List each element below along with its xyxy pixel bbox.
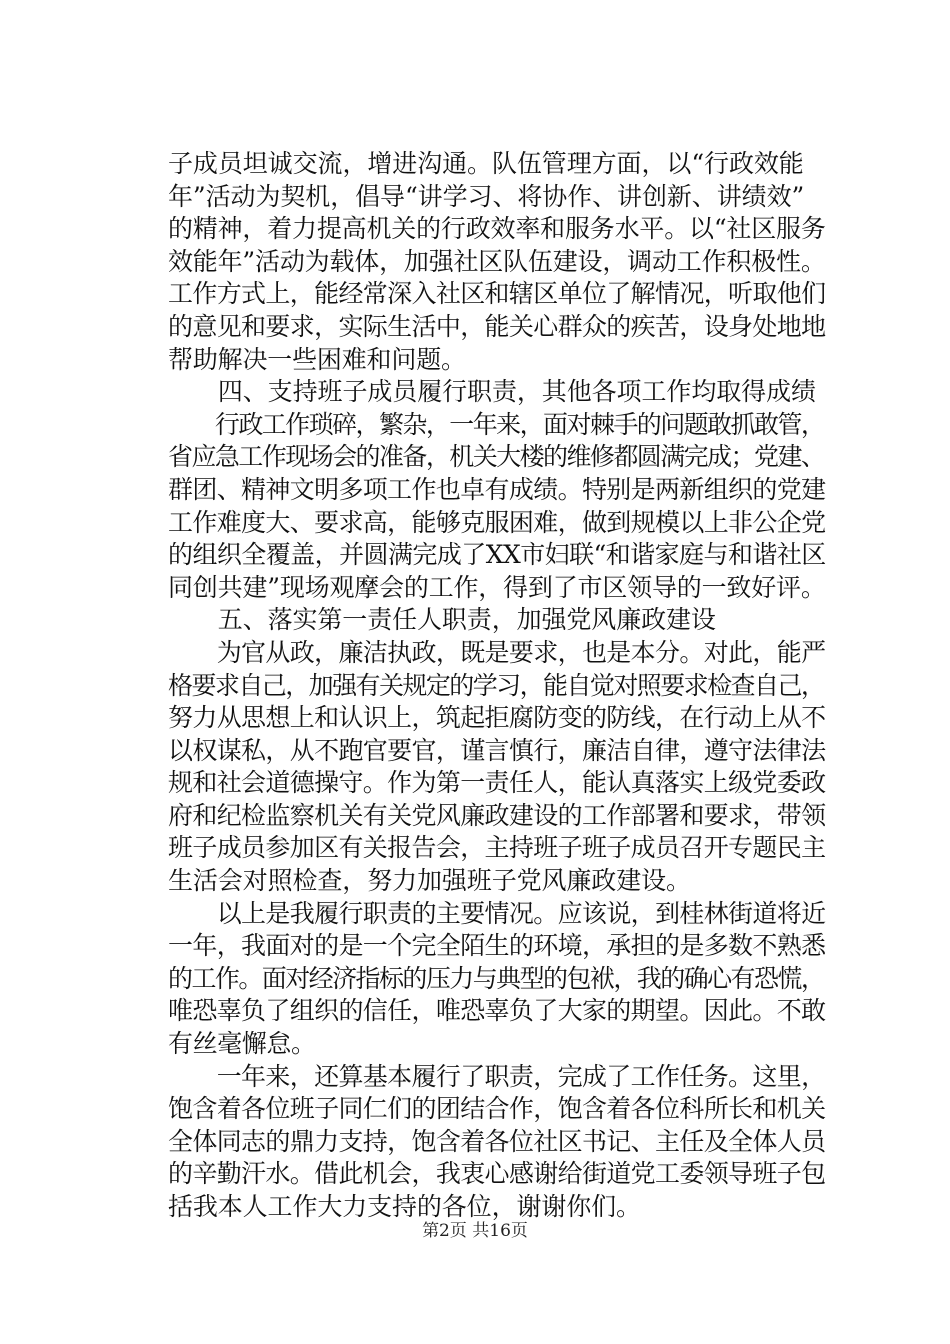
text-line: 群团、精神文明多项工作也卓有成绩。特别是两新组织的党建	[168, 474, 826, 504]
text-line: 有丝毫懈怠。	[168, 1029, 316, 1059]
text-line: 括我本人工作大力支持的各位，谢谢你们。	[168, 1192, 641, 1221]
text-line: 一年，我面对的是一个完全陌生的环境，承担的是多数不熟悉	[168, 931, 826, 961]
text-line: 一年来，还算基本履行了职责，完成了工作任务。这里，	[168, 1061, 826, 1091]
text-line: 班子成员参加区有关报告会，主持班子班子成员召开专题民主	[168, 833, 826, 863]
text-line: 子成员坦诚交流，增进沟通。队伍管理方面，以“行政效能	[168, 149, 804, 178]
text-line: 的工作。面对经济指标的压力与典型的包袱，我的确心有恐慌，	[168, 963, 825, 993]
text-line: 五、落实第一责任人职责，加强党风廉政建设	[168, 605, 716, 635]
text-line: 四、支持班子成员履行职责，其他各项工作均取得成绩	[168, 377, 816, 407]
page-number: 第2页 共16页	[422, 1221, 528, 1241]
text-line: 规和社会道德操守。作为第一责任人，能认真落实上级党委政	[168, 768, 826, 798]
text-line: 的辛勤汗水。借此机会，我衷心感谢给街道党工委领导班子包	[168, 1159, 826, 1189]
text-line: 全体同志的鼎力支持，饱含着各位社区书记、主任及全体人员	[168, 1126, 826, 1156]
text-line: 以权谋私，从不跑官要官，谨言慎行，廉洁自律，遵守法律法	[168, 735, 826, 765]
text-line: 年”活动为契机，倡导“讲学习、将协作、讲创新、讲绩效”	[168, 181, 805, 211]
text-line: 工作方式上，能经常深入社区和辖区单位了解情况，听取他们	[168, 279, 826, 309]
text-line: 同创共建”现场观摩会的工作，得到了市区领导的一致好评。	[168, 572, 826, 602]
text-line: 府和纪检监察机关有关党风廉政建设的工作部署和要求，带领	[168, 800, 826, 830]
text-line: 生活会对照检查，努力加强班子党风廉政建设。	[168, 866, 691, 896]
text-line: 行政工作琐碎，繁杂，一年来，面对棘手的问题敢抓敢管，	[168, 409, 825, 439]
text-line: 饱含着各位班子同仁们的团结合作，饱含着各位科所长和机关	[168, 1094, 826, 1124]
text-line: 帮助解决一些困难和问题。	[168, 344, 466, 374]
text-line: 努力从思想上和认识上，筑起拒腐防变的防线，在行动上从不	[168, 703, 826, 733]
text-line: 工作难度大、要求高，能够克服困难，做到规模以上非公企党	[168, 507, 826, 537]
text-line: 的精神，着力提高机关的行政效率和服务水平。以“社区服务	[168, 214, 826, 244]
document-body	[168, 148, 828, 1224]
text-line: 效能年”活动为载体，加强社区队伍建设，调动工作积极性。	[168, 246, 826, 276]
text-line: 格要求自己，加强有关规定的学习，能自觉对照要求检查自己，	[168, 670, 825, 700]
text-line: 的组织全覆盖，并圆满完成了XX市妇联“和谐家庭与和谐社区	[168, 540, 826, 570]
text-line: 唯恐辜负了组织的信任，唯恐辜负了大家的期望。因此。不敢	[168, 996, 826, 1026]
text-line: 为官从政，廉洁执政，既是要求，也是本分。对此，能严	[168, 637, 826, 667]
text-line: 省应急工作现场会的准备，机关大楼的维修都圆满完成；党建、	[168, 442, 825, 472]
text-line: 的意见和要求，实际生活中，能关心群众的疾苦，设身处地地	[168, 311, 826, 341]
text-line: 以上是我履行职责的主要情况。应该说，到桂林街道将近	[168, 898, 826, 928]
